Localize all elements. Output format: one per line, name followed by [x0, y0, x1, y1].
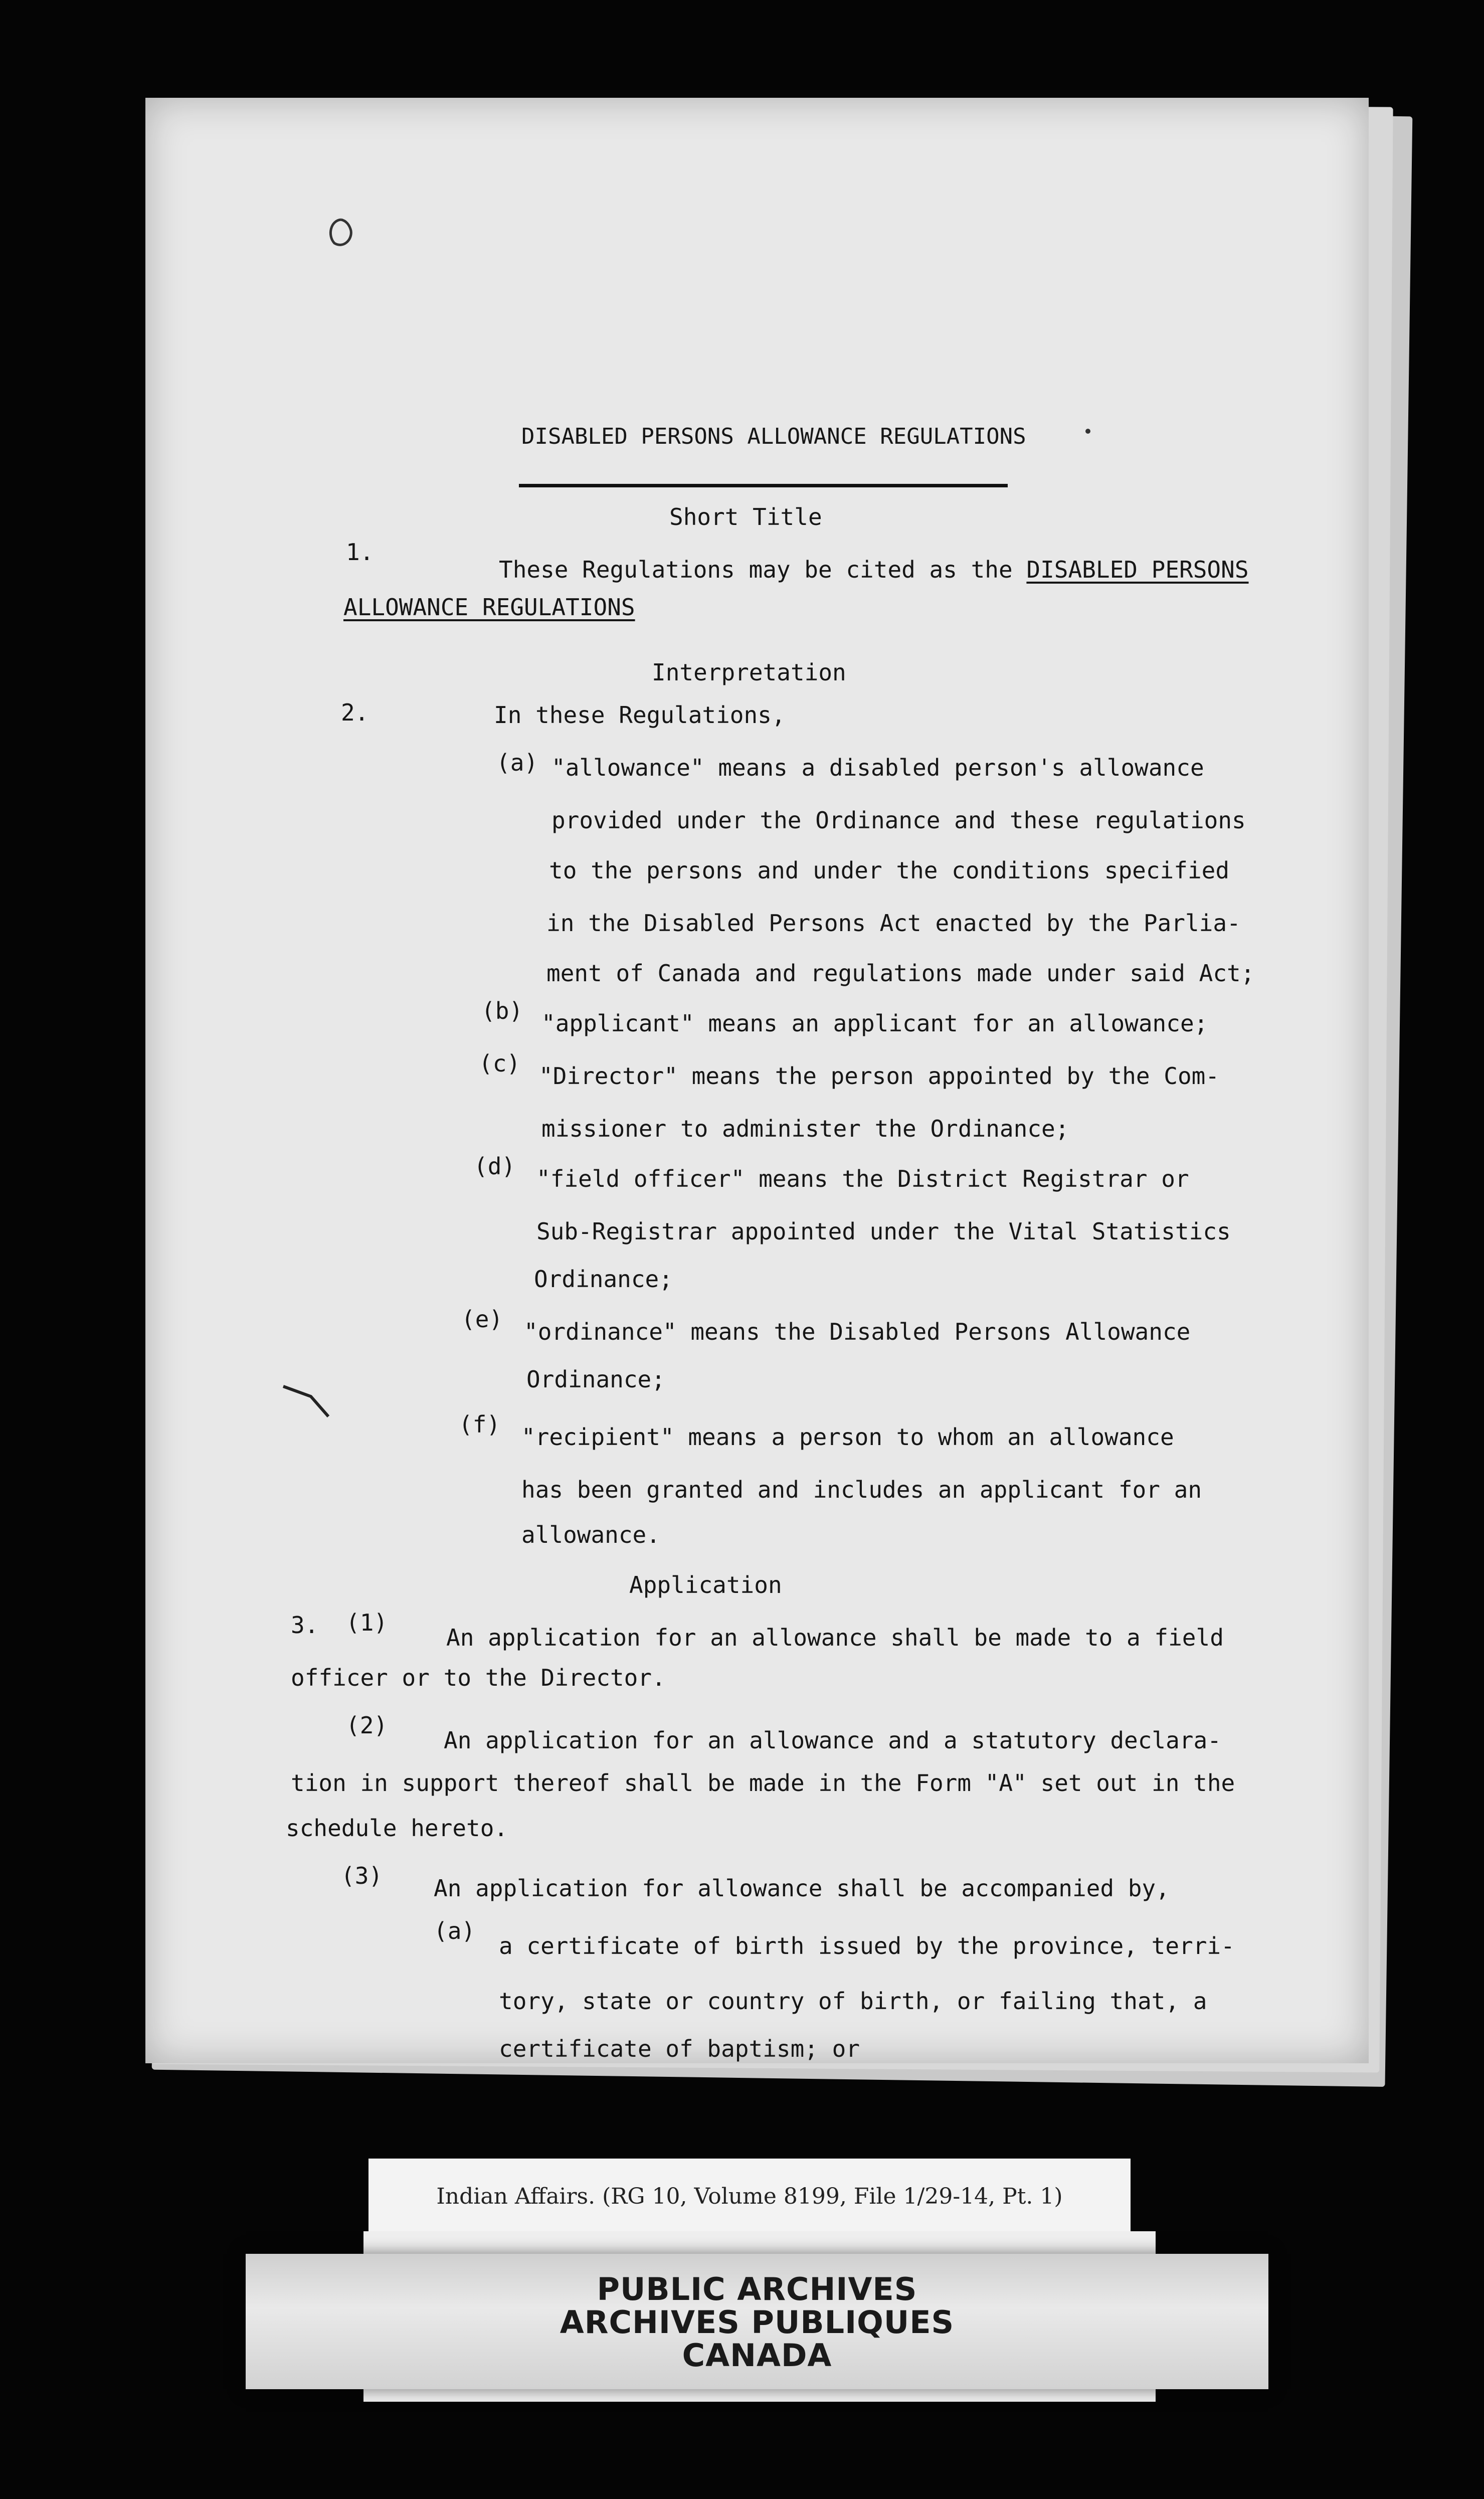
definition-a-line: provided under the Ordinance and these regulations: [551, 807, 1246, 834]
definition-c-line: missioner to administer the Ordinance;: [541, 1115, 1069, 1142]
section-1-text: [499, 557, 1249, 583]
archive-country: CANADA: [682, 2337, 832, 2374]
subsection-2-line: tion in support thereof shall be made in the Form "A" set out in the: [291, 1769, 1235, 1797]
punch-hole-icon: [323, 216, 358, 251]
section-1-text-body: These Regulations may be cited as the: [499, 556, 1013, 583]
definition-a-label: (a): [496, 749, 538, 776]
definition-a-line: "allowance" means a disabled person's allowance: [551, 754, 1204, 781]
definition-e-label: (e): [461, 1306, 503, 1333]
paragraph-3a-line: certificate of baptism; or: [499, 2035, 860, 2062]
pencil-tick-mark: [281, 1381, 341, 1421]
section-2-intro: In these Regulations,: [494, 701, 786, 729]
subsection-3-label: (3): [341, 1862, 383, 1889]
archive-reference-label: [368, 2159, 1131, 2234]
definition-b-line: "applicant" means an applicant for an allowance;: [541, 1010, 1208, 1037]
definition-b-label: (b): [481, 997, 523, 1024]
speck-mark: [1085, 429, 1090, 434]
archive-name-fr: ARCHIVES PUBLIQUES: [560, 2304, 955, 2341]
definition-d-line: Sub-Registrar appointed under the Vital Statistics: [536, 1218, 1231, 1245]
subsection-2-line: schedule hereto.: [286, 1815, 508, 1842]
definition-a-line: in the Disabled Persons Act enacted by the Parlia-: [546, 910, 1241, 937]
subsection-1-line: An application for an allowance shall be made to a field: [446, 1624, 1224, 1651]
definition-f-line: "recipient" means a person to whom an allowance: [521, 1423, 1174, 1451]
definition-d-line: Ordinance;: [534, 1266, 673, 1293]
paragraph-3a-label: (a): [434, 1917, 476, 1944]
archive-reference-text: Indian Affairs. (RG 10, Volume 8199, File 1/29-14, Pt. 1): [436, 2183, 1063, 2209]
document-title: DISABLED PERSONS ALLOWANCE REGULATIONS: [521, 424, 1026, 449]
subsection-1-label: (1): [346, 1609, 388, 1636]
archive-name-en: PUBLIC ARCHIVES: [597, 2271, 917, 2307]
section-1-citation-name: DISABLED PERSONS: [1026, 556, 1249, 583]
subsection-1-line: officer or to the Director.: [291, 1664, 666, 1691]
paragraph-3a-line: a certificate of birth issued by the province, terri-: [499, 1932, 1235, 1959]
section-heading-short-title: Short Title: [669, 503, 822, 530]
definition-f-line: has been granted and includes an applicant for an: [521, 1476, 1202, 1503]
definition-c-line: "Director" means the person appointed by the Com-: [539, 1062, 1220, 1090]
section-number-2: 2.: [341, 699, 369, 726]
subsection-2-label: (2): [346, 1712, 388, 1739]
section-number-1: 1.: [346, 539, 374, 566]
section-heading-interpretation: Interpretation: [652, 659, 846, 686]
definition-a-line: to the persons and under the conditions specified: [549, 857, 1230, 884]
title-rule: [519, 484, 1008, 487]
definition-c-label: (c): [479, 1050, 521, 1077]
section-number-3: 3.: [291, 1612, 319, 1639]
definition-e-line: "ordinance" means the Disabled Persons Allowance: [524, 1318, 1191, 1345]
subsection-3-line: An application for allowance shall be accompanied by,: [434, 1875, 1170, 1902]
definition-f-line: allowance.: [521, 1521, 660, 1548]
definition-f-label: (f): [459, 1411, 501, 1438]
subsection-2-line: An application for an allowance and a statutory declara-: [444, 1727, 1221, 1754]
section-heading-application: Application: [629, 1571, 782, 1598]
definition-e-line: Ordinance;: [526, 1366, 665, 1393]
definition-d-label: (d): [474, 1153, 516, 1180]
paragraph-3a-line: tory, state or country of birth, or failing that, a: [499, 1988, 1207, 2015]
definition-d-line: "field officer" means the District Registrar or: [536, 1165, 1189, 1192]
definition-a-line: ment of Canada and regulations made under said Act;: [546, 960, 1255, 987]
section-1-citation-name-cont: ALLOWANCE REGULATIONS: [343, 594, 635, 621]
archive-stamp-band: [246, 2254, 1268, 2389]
